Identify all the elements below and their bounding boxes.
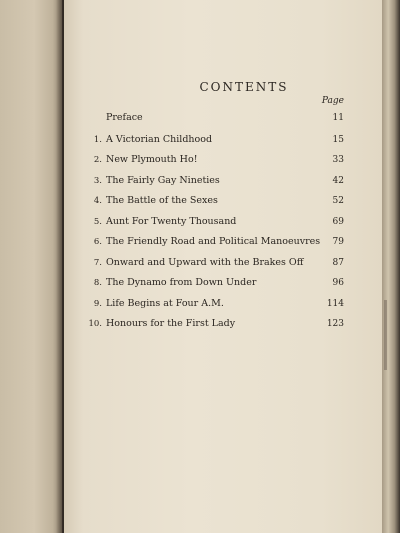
entry-number: 8. (93, 278, 102, 288)
toc-entry (64, 153, 384, 167)
toc-entry (64, 194, 384, 208)
toc-entry (64, 215, 384, 229)
table-of-contents (64, 0, 384, 533)
toc-entry (64, 256, 384, 270)
toc-entry (64, 317, 384, 331)
entry-title: The Friendly Road and Political Manoeuvres (106, 236, 321, 247)
entry-number: 4. (93, 196, 102, 206)
entry-title: New Plymouth Ho! (106, 154, 198, 165)
entry-page: 69 (332, 217, 344, 227)
entry-title: Preface (106, 112, 143, 123)
entry-page: 87 (332, 258, 344, 268)
entry-page: 79 (332, 237, 344, 247)
entry-page: 15 (332, 135, 344, 145)
entry-title: Aunt For Twenty Thousand (106, 216, 237, 227)
entry-title: Honours for the First Lady (106, 318, 236, 329)
entry-number: 3. (93, 176, 102, 186)
entry-number: 6. (93, 237, 102, 247)
entry-title: The Battle of the Sexes (106, 195, 218, 206)
entry-number: 1. (93, 135, 102, 145)
toc-entry (64, 276, 384, 290)
left-page (0, 0, 62, 533)
entry-title: A Victorian Childhood (106, 134, 213, 145)
toc-entry-preface (64, 111, 384, 125)
entry-title: The Fairly Gay Nineties (106, 175, 220, 186)
entry-page: 42 (332, 176, 344, 186)
toc-entry (64, 235, 384, 249)
entry-number: 10. (88, 319, 102, 329)
entry-page: 123 (326, 319, 344, 329)
entry-number: 5. (93, 217, 102, 227)
entry-title: Onward and Upward with the Brakes Off (106, 257, 304, 268)
entry-number: 2. (93, 155, 102, 165)
entry-page: 33 (332, 155, 344, 165)
entry-title: The Dynamo from Down Under (106, 277, 257, 288)
entry-page: 96 (332, 278, 344, 288)
contents-heading: CONTENTS (199, 80, 289, 94)
entry-page: 52 (332, 196, 344, 206)
toc-entry (64, 297, 384, 311)
entry-page: 11 (332, 113, 344, 123)
toc-entry (64, 133, 384, 147)
toc-entry (64, 174, 384, 188)
entry-page: 114 (326, 299, 344, 309)
page-column-label: Page (321, 96, 344, 106)
page-edge-shadow (384, 300, 387, 370)
entry-number: 9. (93, 299, 102, 309)
entry-number: 7. (93, 258, 102, 268)
entry-title: Life Begins at Four A.M. (106, 298, 224, 309)
